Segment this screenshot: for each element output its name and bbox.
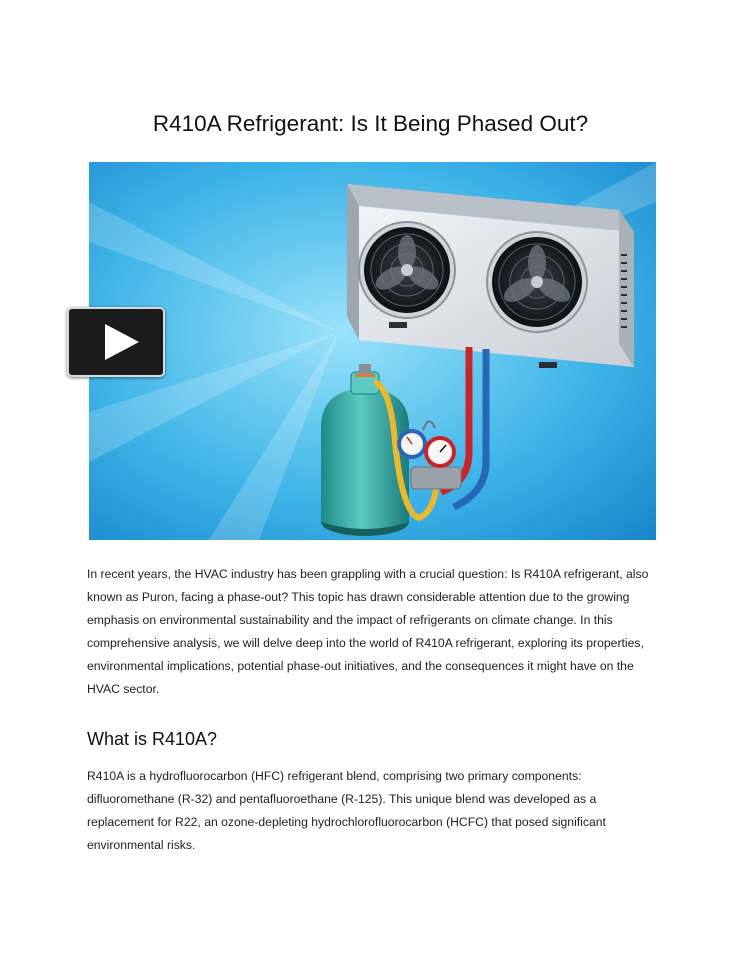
hero-image (89, 162, 656, 540)
intro-paragraph: In recent years, the HVAC industry has been grappling with a crucial question: Is R410A refrigerant, also known as Puron, facing a phase-out? This topic has drawn considerable attention due to the growing emphasis on environmental sustainability and the impact of refrigerants on climate change. In this comprehensive analysis, we will delve deep into the world of R410A refrigerant, exploring its properties, environmental implications, potential phase-out initiatives, and the consequences it might have on the HVAC sector. (87, 567, 649, 696)
condenser-unit (347, 184, 634, 368)
play-button[interactable] (67, 307, 165, 377)
page-title: R410A Refrigerant: Is It Being Phased Out? (152, 111, 589, 136)
section-paragraph: R410A is a hydrofluorocarbon (HFC) refrigerant blend, comprising two primary components: difluoromethane (R-32) and pentafluoroethane (R-125). This unique blend was developed as a replacement for R22, an ozone-depleting hydrochlorofluorocarbon (HCFC) that posed significant environmental risks. (87, 769, 606, 852)
section-heading: What is R410A? (87, 729, 218, 749)
